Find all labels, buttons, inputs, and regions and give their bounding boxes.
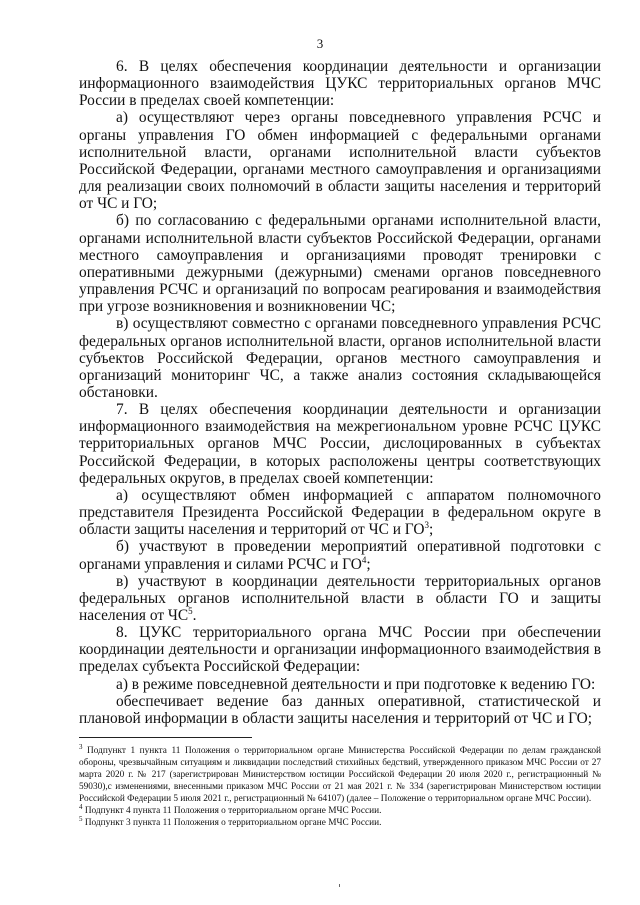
paragraph-7a-tail: ; — [428, 521, 434, 539]
footnote-5-text: Подпункт 3 пункта 11 Положения о территориальном органе МЧС России. — [82, 818, 382, 828]
paragraph-8a: а) в режиме повседневной деятельности и при подготовке к ведению ГО: — [116, 675, 596, 693]
body-text — [79, 58, 601, 727]
paragraph-7v-text: в) участвуют в координации деятельности территориальных органов федеральных органов исполнительной власти в области ГО и защиты населения от ЧС — [79, 572, 601, 624]
footnote-5-mark: 5 — [79, 814, 83, 823]
footnote-separator — [79, 737, 252, 738]
footnote-4 — [79, 802, 601, 817]
footnote-ref-3: 3 — [424, 520, 429, 531]
footnote-5 — [79, 814, 601, 829]
paragraph-8a-item: обеспечивает ведение баз данных оперативной, статистической и плановой информации в области защиты населения и территорий от ЧС и ГО; — [79, 692, 601, 727]
footnote-3 — [79, 742, 601, 805]
paragraph-7: 7. В целях обеспечения координации деятельности и организации информационного взаимодействия на межрегиональном уровне РСЧС ЦУКС территориальных органов МЧС России, дислоцированных в субъектах Российской Федерации, в которых расположены центры соответствующих федеральных округов, в пределах своей компетенции: — [79, 401, 601, 487]
paragraph-7a-text: а) осуществляют обмен информацией с аппаратом полномочного представителя Президента Российской Федерации в федеральном округе в области защиты населения и территорий от ЧС и ГО — [79, 486, 601, 539]
paragraph-7b-text: б) участвуют в проведении мероприятий оперативной подготовки с органами управления и силами РСЧС и ГО — [79, 538, 601, 573]
page-number: 3 — [316, 36, 324, 51]
footnote-4-mark: 4 — [79, 802, 83, 811]
paragraph-6v: в) осуществляют совместно с органами повседневного управления РСЧС федеральных органов исполнительной власти, органов исполнительной власти субъектов Российской Федерации, органов местного самоуправления и организаций мониторинг ЧС, а также анализ состояния складывающейся обстановки. — [79, 315, 601, 401]
scan-artifact — [339, 884, 340, 887]
paragraph-6a: а) осуществляют через органы повседневного управления РСЧС и органы управления ГО обмен информацией с федеральными органами исполнительной власти, органами исполнительной власти субъектов Российской Федерации, органами местного самоуправления и организациями для реализации своих полномочий в области защиты населения и территорий от ЧС и ГО; — [79, 109, 601, 213]
paragraph-7v-tail: . — [192, 607, 197, 624]
footnote-3-mark: 3 — [79, 742, 83, 751]
footnotes — [79, 742, 601, 829]
paragraph-8: 8. ЦУКС территориального органа МЧС России при обеспечении координации деятельности и организации информационного взаимодействия в пределах субъекта Российской Федерации: — [79, 624, 601, 676]
footnote-ref-5: 5 — [188, 605, 193, 616]
paragraph-7v — [79, 573, 601, 624]
paragraph-6: 6. В целях обеспечения координации деятельности и организации информационного взаимодействия ЦУКС территориальных органов МЧС России в пределах своей компетенции: — [79, 58, 601, 110]
footnote-4-text: Подпункт 4 пункта 11 Положения о территориальном органе МЧС России. — [82, 806, 382, 816]
footnote-ref-4: 4 — [361, 554, 367, 565]
paragraph-6b: б) по согласованию с федеральными органами исполнительной власти, органами исполнительной власти субъектов Российской Федерации, органами местного самоуправления и организациями проводят тренировки с оперативными дежурными (дежурными) сменами органов повседневного управления РСЧС и организаций по вопросам реагирования и взаимодействия при угрозе возникновения и возникновении ЧС; — [79, 212, 601, 316]
paragraph-7b-tail: ; — [366, 555, 371, 573]
paragraph-7b — [79, 538, 601, 572]
paragraph-7a — [79, 487, 601, 538]
footnote-3-text: Подпункт 1 пункта 11 Положения о территориальном органе Министерства Российской Федерации по делам гражданской обороны, чрезвычайным ситуациям и ликвидации последствий стихийных бедствий, утвержденного приказом МЧС России от 27 марта 2020 г. № 217 (зарегистрирован Министерством юстиции Российской Федерации 20 июля 2020 г., регистрационный № 59030),с изменениями, внесенными приказом МЧС России от 21 мая 2021 г. № 334 (зарегистрирован Министерством юстиции Российской Федерации 5 июля 2021 г., регистрационный № 64107) (далее – Положение о территориальном органе МЧС России). — [79, 746, 601, 804]
